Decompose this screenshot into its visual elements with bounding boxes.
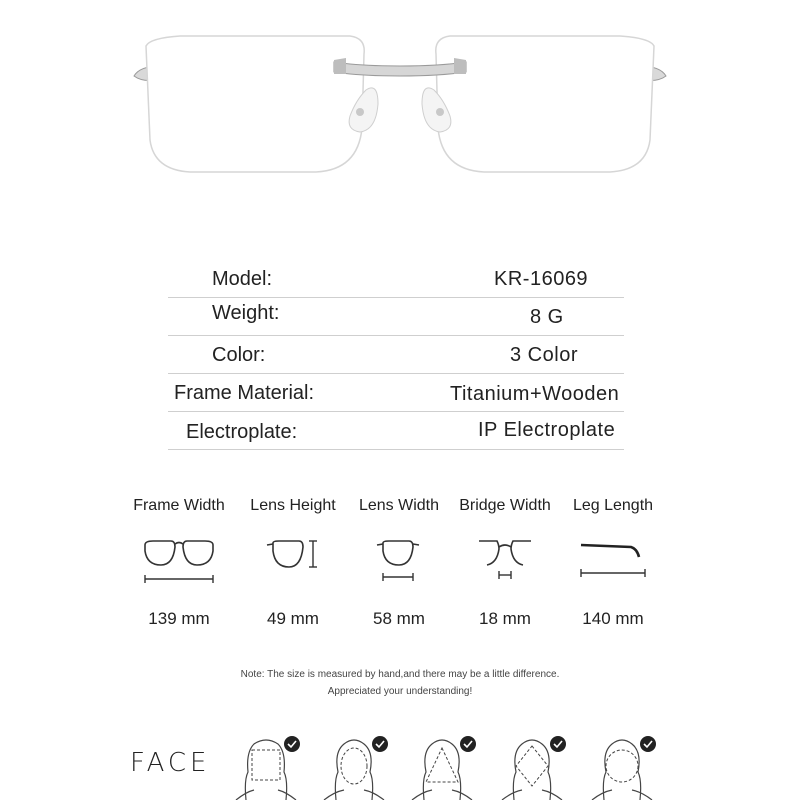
spec-value: IP Electroplate: [478, 419, 616, 441]
spec-row-frame-material: [168, 374, 624, 412]
spec-label: Color:: [212, 344, 266, 366]
spec-label: Frame Material:: [174, 382, 315, 404]
lens-width-icon: [369, 533, 429, 585]
spec-label: Weight:: [212, 302, 280, 324]
measurement-value: 58 mm: [373, 609, 425, 628]
spec-value: KR-16069: [494, 268, 589, 290]
measurement-label: Lens Height: [250, 497, 336, 514]
measurement-label: Bridge Width: [459, 497, 551, 514]
measurement-value: 139 mm: [148, 609, 210, 628]
measurement-value: 18 mm: [479, 609, 531, 628]
round-face-check-icon: [588, 734, 658, 800]
measurement-value: 49 mm: [267, 609, 319, 628]
bridge-width-icon: [475, 533, 535, 585]
oval-face-check-icon: [320, 734, 390, 800]
measurement-label: Lens Width: [358, 497, 440, 514]
face-title: FACE: [130, 748, 211, 778]
leg-length-icon: [573, 533, 653, 585]
spec-row-color: [168, 336, 624, 374]
square-face-check-icon: [232, 734, 302, 800]
spec-label: Model:: [212, 268, 273, 290]
spec-label: Electroplate:: [186, 421, 298, 443]
spec-value: 8 G: [530, 306, 564, 328]
measurement-value: 140 mm: [582, 609, 644, 628]
measurement-label: Leg Length: [572, 497, 654, 514]
frame-width-icon: [139, 533, 219, 585]
triangle-face-check-icon: [408, 734, 478, 800]
spec-row-weight: [168, 298, 624, 336]
lens-height-icon: [263, 533, 323, 585]
spec-value: 3 Color: [510, 344, 578, 366]
rimless-glasses-icon: [120, 20, 680, 190]
spec-row-electroplate: [168, 412, 624, 450]
measurement-label: Frame Width: [133, 497, 225, 514]
note-line-1: Note: The size is measured by hand,and there may be a little difference.: [240, 669, 560, 680]
spec-row-model: [168, 260, 624, 298]
diamond-face-check-icon: [498, 734, 568, 800]
spec-value: Titanium+Wooden: [450, 383, 620, 405]
divider: [168, 449, 624, 450]
note-line-2: Appreciated your understanding!: [327, 686, 473, 697]
